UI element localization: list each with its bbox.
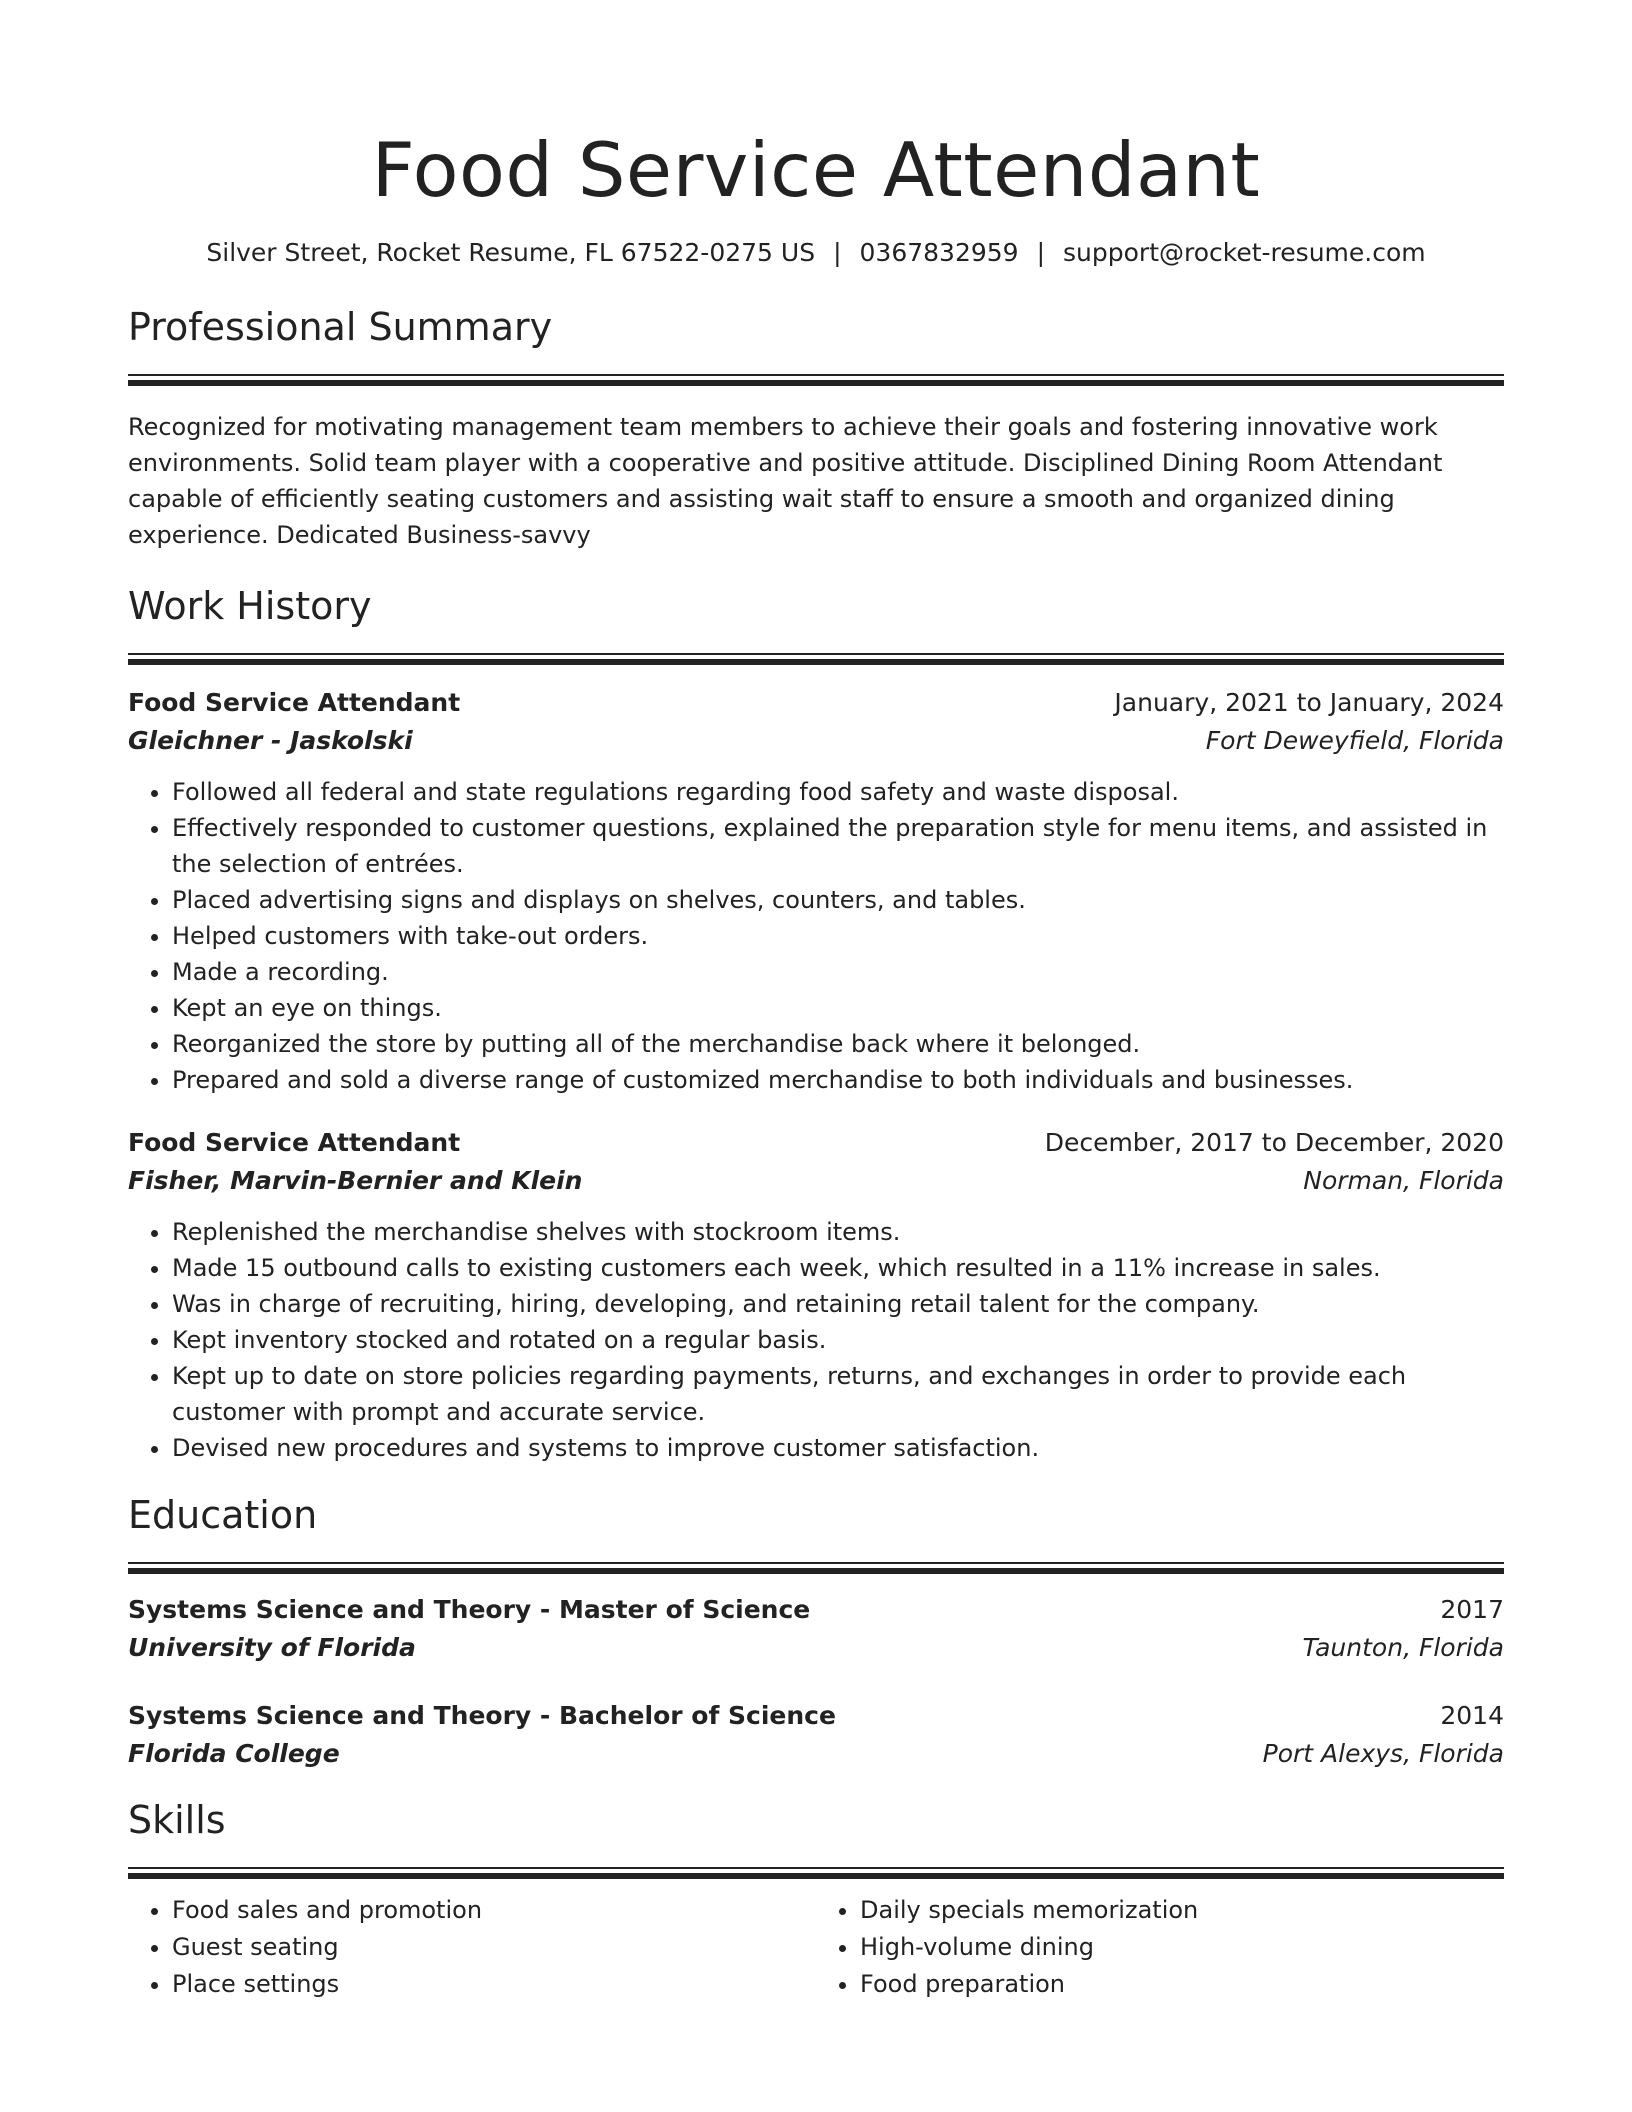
education-entry (128, 1591, 1504, 1667)
job-bullet: • Kept an eye on things. (172, 990, 1504, 1026)
contact-email[interactable]: support@rocket-resume.com (1063, 238, 1426, 267)
job-entry (128, 1124, 1504, 1466)
graduation-year: 2017 (1440, 1595, 1504, 1624)
section-title: Professional Summary (128, 305, 553, 349)
degree: Systems Science and Theory - Master of Science (128, 1595, 811, 1624)
education-subheader (128, 1629, 1504, 1667)
education-header (128, 1697, 1504, 1735)
skills-column-left (128, 1892, 816, 2003)
skills-section (128, 1795, 1504, 2003)
job-bullet: • Placed advertising signs and displays on shelves, counters, and tables. (172, 882, 1504, 918)
job-header (128, 684, 1504, 722)
graduation-year: 2014 (1440, 1701, 1504, 1730)
section-title: Skills (128, 1798, 226, 1842)
school-name: Florida College (128, 1739, 340, 1768)
job-bullet: • Made a recording. (172, 954, 1504, 990)
job-bullet: • Helped customers with take-out orders. (172, 918, 1504, 954)
job-location: Fort Deweyfield, Florida (1205, 726, 1504, 755)
contact-address: Silver Street, Rocket Resume, FL 67522-0275 US (206, 238, 816, 267)
job-bullet: • Was in charge of recruiting, hiring, developing, and retaining retail talent for the company. (172, 1286, 1504, 1322)
section-rule (128, 374, 1504, 385)
job-title: Food Service Attendant (128, 1128, 461, 1157)
skill-item: • Guest seating (172, 1929, 816, 1966)
resume-page (128, 0, 1504, 2003)
skill-item: • Food preparation (860, 1966, 1504, 2003)
skill-item: • Daily specials memorization (860, 1892, 1504, 1929)
job-bullet: • Followed all federal and state regulations regarding food safety and waste disposal. (172, 774, 1504, 810)
job-bullet: • Kept up to date on store policies regarding payments, returns, and exchanges in order to provide each customer with prompt and accurate service. (172, 1358, 1504, 1430)
school-location: Taunton, Florida (1302, 1633, 1504, 1662)
section-rule (128, 1562, 1504, 1573)
contact-separator: | (1036, 238, 1046, 267)
contact-line (128, 236, 1504, 270)
job-bullets (128, 774, 1504, 1098)
job-bullet: • Made 15 outbound calls to existing customers each week, which resulted in a 11% increase in sales. (172, 1250, 1504, 1286)
job-header (128, 1124, 1504, 1162)
education-section (128, 1490, 1504, 1773)
job-bullet: • Devised new procedures and systems to improve customer satisfaction. (172, 1430, 1504, 1466)
skill-item: • Food sales and promotion (172, 1892, 816, 1929)
section-title: Work History (128, 584, 372, 628)
school-location: Port Alexys, Florida (1262, 1739, 1504, 1768)
degree: Systems Science and Theory - Bachelor of Science (128, 1701, 836, 1730)
summary-section (128, 302, 1504, 553)
job-subheader (128, 1162, 1504, 1200)
job-company: Fisher, Marvin-Bernier and Klein (128, 1166, 583, 1195)
job-dates: December, 2017 to December, 2020 (1044, 1128, 1504, 1157)
section-title: Education (128, 1493, 318, 1537)
skills-column-right (816, 1892, 1504, 2003)
job-bullets (128, 1214, 1504, 1466)
contact-phone: 0367832959 (859, 238, 1019, 267)
job-entry (128, 684, 1504, 1098)
candidate-name: Food Service Attendant (371, 126, 1261, 214)
job-bullet: • Reorganized the store by putting all of the merchandise back where it belonged. (172, 1026, 1504, 1062)
skill-item: • High-volume dining (860, 1929, 1504, 1966)
job-subheader (128, 722, 1504, 760)
job-bullet: • Kept inventory stocked and rotated on a regular basis. (172, 1322, 1504, 1358)
job-title: Food Service Attendant (128, 688, 461, 717)
contact-separator: | (833, 238, 842, 267)
section-rule (128, 653, 1504, 664)
summary-text: Recognized for motivating management team members to achieve their goals and fostering innovative work environments. Solid team player with a cooperative and positive attitude. Disciplined Dining Room Attendant capable of efficiently seating customers and assisting wait staff to ensure a smooth and organized dining experience. Dedicated Business-savvy (128, 413, 1443, 549)
job-dates: January, 2021 to January, 2024 (1114, 688, 1504, 717)
job-location: Norman, Florida (1303, 1166, 1504, 1195)
skill-item: • Place settings (172, 1966, 816, 2003)
section-rule (128, 1867, 1504, 1878)
job-bullet: • Replenished the merchandise shelves with stockroom items. (172, 1214, 1504, 1250)
job-bullet: • Effectively responded to customer questions, explained the preparation style for menu items, and assisted in the selection of entrées. (172, 810, 1504, 882)
work-section (128, 581, 1504, 1466)
education-header (128, 1591, 1504, 1629)
school-name: University of Florida (128, 1633, 416, 1662)
education-subheader (128, 1735, 1504, 1773)
job-company: Gleichner - Jaskolski (128, 726, 413, 755)
skills-columns (128, 1892, 1504, 2003)
job-bullet: • Prepared and sold a diverse range of customized merchandise to both individuals and businesses. (172, 1062, 1504, 1098)
education-entry (128, 1697, 1504, 1773)
